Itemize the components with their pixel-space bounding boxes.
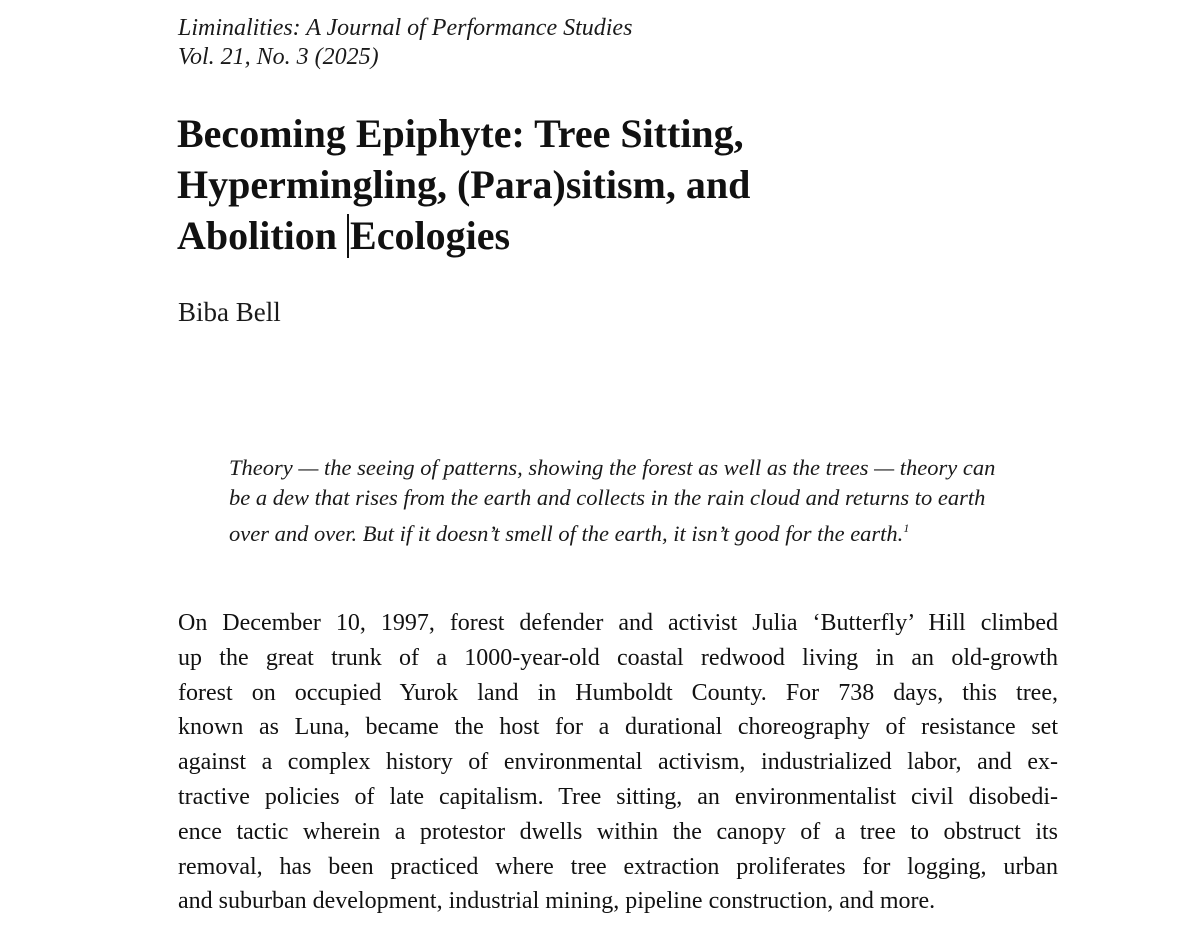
epigraph-line-3-text: over and over. But if it doesn’t smell of the earth, it isn’t good for the earth. (229, 521, 904, 546)
body-line-7: ence tactic wherein a protestor dwells within the canopy of a tree to obstruct its (178, 818, 1058, 845)
body-line-5: against a complex history of environmental activism, industrialized labor, and ex- (178, 749, 1058, 776)
epigraph-line-1: Theory — the seeing of patterns, showing the forest as well as the trees — theory can (229, 455, 996, 480)
body-line-1: On December 10, 1997, forest defender and activist Julia ‘Butterfly’ Hill climbed (178, 610, 1058, 636)
body-line-8: removal, has been practiced where tree extraction proliferates for logging, urban (178, 853, 1058, 880)
body-line-4: known as Luna, became the host for a durational choreography of resistance set (178, 714, 1058, 741)
epigraph-line-2: be a dew that rises from the earth and collects in the rain cloud and returns to earth (229, 485, 986, 510)
footnote-marker[interactable]: 1 (903, 521, 910, 535)
body-line-9: and suburban development, industrial mining, pipeline construction, and more. (178, 888, 936, 915)
title-line-2: Hypermingling, (Para)sitism, and (177, 162, 751, 207)
article-title (177, 108, 877, 261)
journal-volume: Vol. 21, No. 3 (2025) (178, 44, 379, 70)
title-line-1: Becoming Epiphyte: Tree Sitting, (177, 111, 744, 156)
body-line-2: up the great trunk of a 1000-year-old coastal redwood living in an old-growth (178, 644, 1058, 671)
title-line-3-end: Ecologies (350, 213, 511, 258)
journal-header (178, 14, 632, 72)
text-cursor (347, 214, 349, 258)
journal-name: Liminalities: A Journal of Performance Studies (178, 15, 633, 41)
body-paragraph (178, 606, 1058, 919)
epigraph (229, 453, 1029, 549)
body-line-3: forest on occupied Yurok land in Humboldt County. For 738 days, this tree, (178, 679, 1058, 706)
epigraph-line-3 (229, 513, 1029, 549)
title-line-3-start: Abolition (177, 213, 348, 258)
article-author: Biba Bell (178, 297, 281, 327)
title-line-3 (177, 210, 877, 261)
body-line-6: tractive policies of late capitalism. Tree sitting, an environmentalist civil disobedi- (178, 783, 1058, 810)
